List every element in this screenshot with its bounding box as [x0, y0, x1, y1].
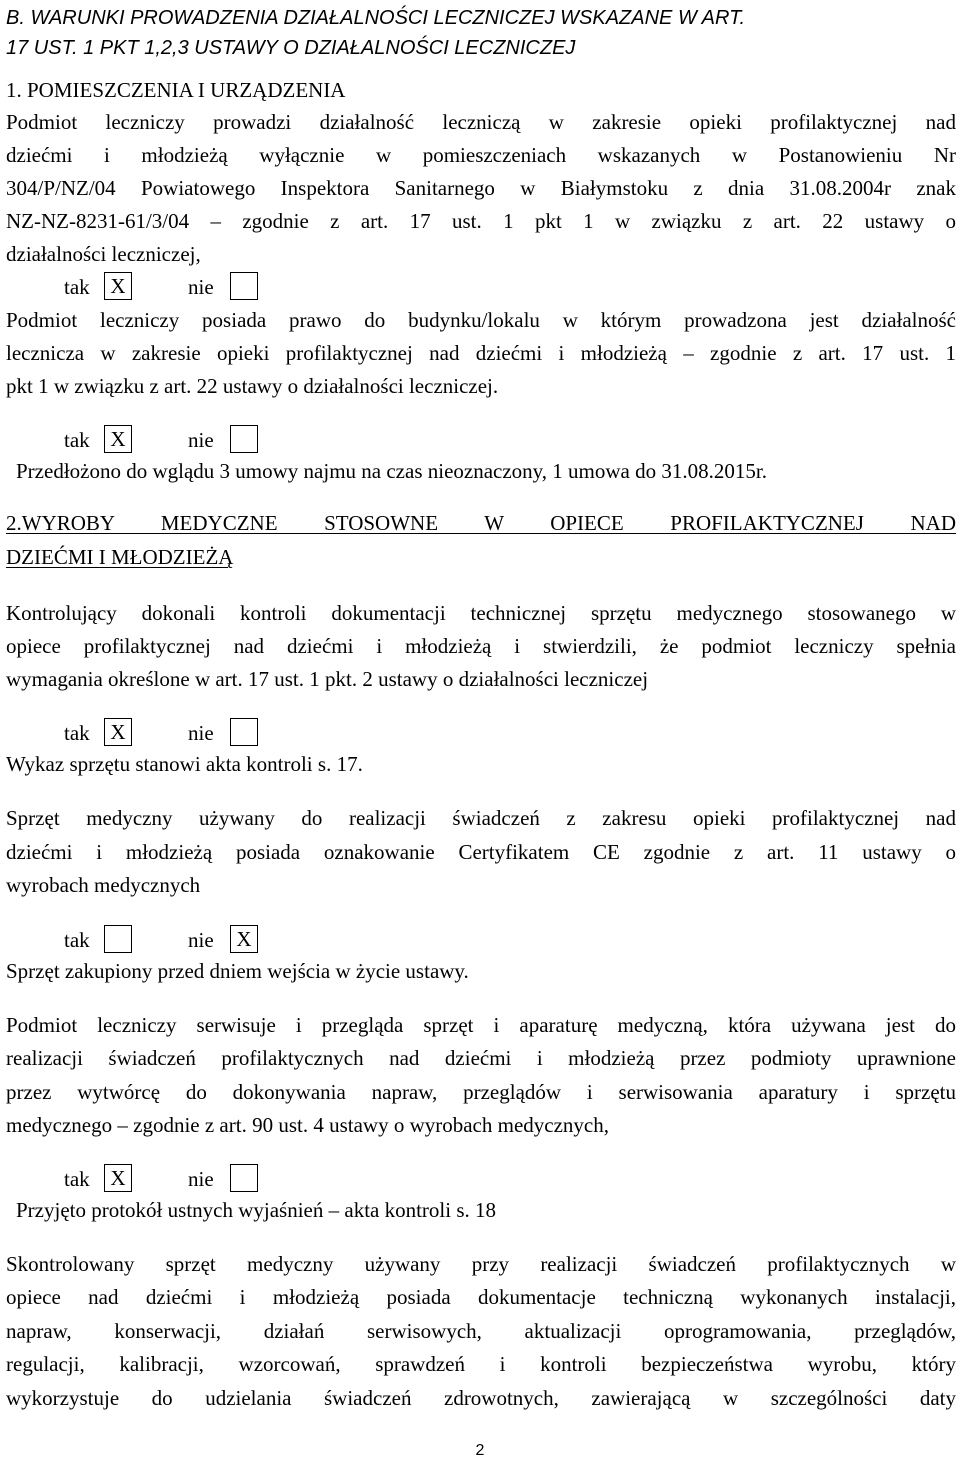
nie-checkbox[interactable]: [230, 1164, 258, 1192]
tak-label: tak: [64, 928, 90, 952]
paragraph-line: wymagania określone w art. 17 ust. 1 pkt. 2 ustawy o działalności leczniczej: [6, 667, 649, 691]
paragraph-line: Skontrolowany sprzęt medyczny używany przy realizacji świadczeń profilaktycznych w: [6, 1252, 956, 1276]
heading-b-line-1: B. WARUNKI PROWADZENIA DZIAŁALNOŚCI LECZNICZEJ WSKAZANE W ART.: [6, 7, 746, 29]
paragraph-line: NZ-NZ-8231-61/3/04 – zgodnie z art. 17 ust. 1 pkt 1 w związku z art. 22 ustawy o: [6, 209, 956, 233]
tak-checkbox[interactable]: X: [104, 718, 132, 746]
paragraph-line: Podmiot leczniczy posiada prawo do budynku/lokalu w którym prowadzona jest działalność: [6, 308, 956, 332]
nie-label: nie: [188, 428, 214, 452]
nie-checkbox[interactable]: [230, 425, 258, 453]
paragraph-line: wykorzystuje do udzielania świadczeń zdrowotnych, zawierającą w szczególności daty: [6, 1386, 956, 1410]
nie-checkbox[interactable]: X: [230, 925, 258, 953]
tak-checkbox[interactable]: X: [104, 272, 132, 300]
nie-label: nie: [188, 721, 214, 745]
paragraph-line: Podmiot leczniczy prowadzi działalność leczniczą w zakresie opieki profilaktycznej nad: [6, 110, 956, 134]
tak-label: tak: [64, 1167, 90, 1191]
paragraph-line: 304/P/NZ/04 Powiatowego Inspektora Sanitarnego w Białymstoku z dnia 31.08.2004r znak: [6, 176, 956, 200]
note-line: Sprzęt zakupiony przed dniem wejścia w życie ustawy.: [6, 959, 469, 983]
tak-label: tak: [64, 428, 90, 452]
paragraph-line: przez wytwórcę do dokonywania napraw, przeglądów i serwisowania aparatury i sprzętu: [6, 1080, 956, 1104]
paragraph-line: pkt 1 w związku z art. 22 ustawy o działalności leczniczej.: [6, 374, 499, 398]
paragraph-line: Podmiot leczniczy serwisuje i przegląda sprzęt i aparaturę medyczną, która używana jest do: [6, 1013, 956, 1037]
section-1-heading: 1. POMIESZCZENIA I URZĄDZENIA: [6, 78, 346, 102]
nie-label: nie: [188, 928, 214, 952]
paragraph-line: regulacji, kalibracji, wzorcowań, sprawdzeń i kontroli bezpieczeństwa wyrobu, który: [6, 1352, 956, 1376]
section-2-heading-line-2-text: DZIEĆMI I MŁODZIEŻĄ: [6, 545, 234, 569]
nie-checkbox[interactable]: [230, 718, 258, 746]
note-line: Przedłożono do wglądu 3 umowy najmu na czas nieoznaczony, 1 umowa do 31.08.2015r.: [16, 459, 767, 483]
paragraph-line: realizacji świadczeń profilaktycznych nad dziećmi i młodzieżą przez podmioty uprawnione: [6, 1046, 956, 1070]
section-2-heading-line-1: 2.WYROBY MEDYCZNE STOSOWNE W OPIECE PROFILAKTYCZNEJ NAD: [6, 511, 956, 535]
paragraph-line: działalności leczniczej,: [6, 242, 201, 266]
paragraph-line: napraw, konserwacji, działań serwisowych, aktualizacji oprogramowania, przeglądów,: [6, 1319, 956, 1343]
nie-label: nie: [188, 275, 214, 299]
paragraph-line: dziećmi i młodzieżą wyłącznie w pomieszczeniach wskazanych w Postanowieniu Nr: [6, 143, 956, 167]
paragraph-line: opiece profilaktycznej nad dziećmi i młodzieżą i stwierdzili, że podmiot leczniczy spełnia: [6, 634, 956, 658]
note-line: Wykaz sprzętu stanowi akta kontroli s. 17.: [6, 752, 363, 776]
nie-checkbox[interactable]: [230, 272, 258, 300]
section-2-heading-line-2: [6, 545, 956, 569]
tak-checkbox[interactable]: [104, 925, 132, 953]
page-number: 2: [475, 1442, 485, 1459]
paragraph-line: Sprzęt medyczny używany do realizacji świadczeń z zakresu opieki profilaktycznej nad: [6, 806, 956, 830]
tak-label: tak: [64, 275, 90, 299]
note-line: Przyjęto protokół ustnych wyjaśnień – akta kontroli s. 18: [16, 1198, 497, 1222]
paragraph-line: medycznego – zgodnie z art. 90 ust. 4 ustawy o wyrobach medycznych,: [6, 1113, 609, 1137]
tak-checkbox[interactable]: X: [104, 425, 132, 453]
paragraph-line: Kontrolujący dokonali kontroli dokumentacji technicznej sprzętu medycznego stosowanego w: [6, 601, 956, 625]
paragraph-line: opiece nad dziećmi i młodzieżą posiada dokumentacje techniczną wykonanych instalacji,: [6, 1285, 956, 1309]
nie-label: nie: [188, 1167, 214, 1191]
paragraph-line: lecznicza w zakresie opieki profilaktycznej nad dziećmi i młodzieżą – zgodnie z art. 17 ust. 1: [6, 341, 956, 365]
tak-checkbox[interactable]: X: [104, 1164, 132, 1192]
paragraph-line: dziećmi i młodzieżą posiada oznakowanie Certyfikatem CE zgodnie z art. 11 ustawy o: [6, 840, 956, 864]
heading-b-line-2: 17 UST. 1 PKT 1,2,3 USTAWY O DZIAŁALNOŚCI LECZNICZEJ: [6, 37, 576, 59]
paragraph-line: wyrobach medycznych: [6, 873, 201, 897]
tak-label: tak: [64, 721, 90, 745]
